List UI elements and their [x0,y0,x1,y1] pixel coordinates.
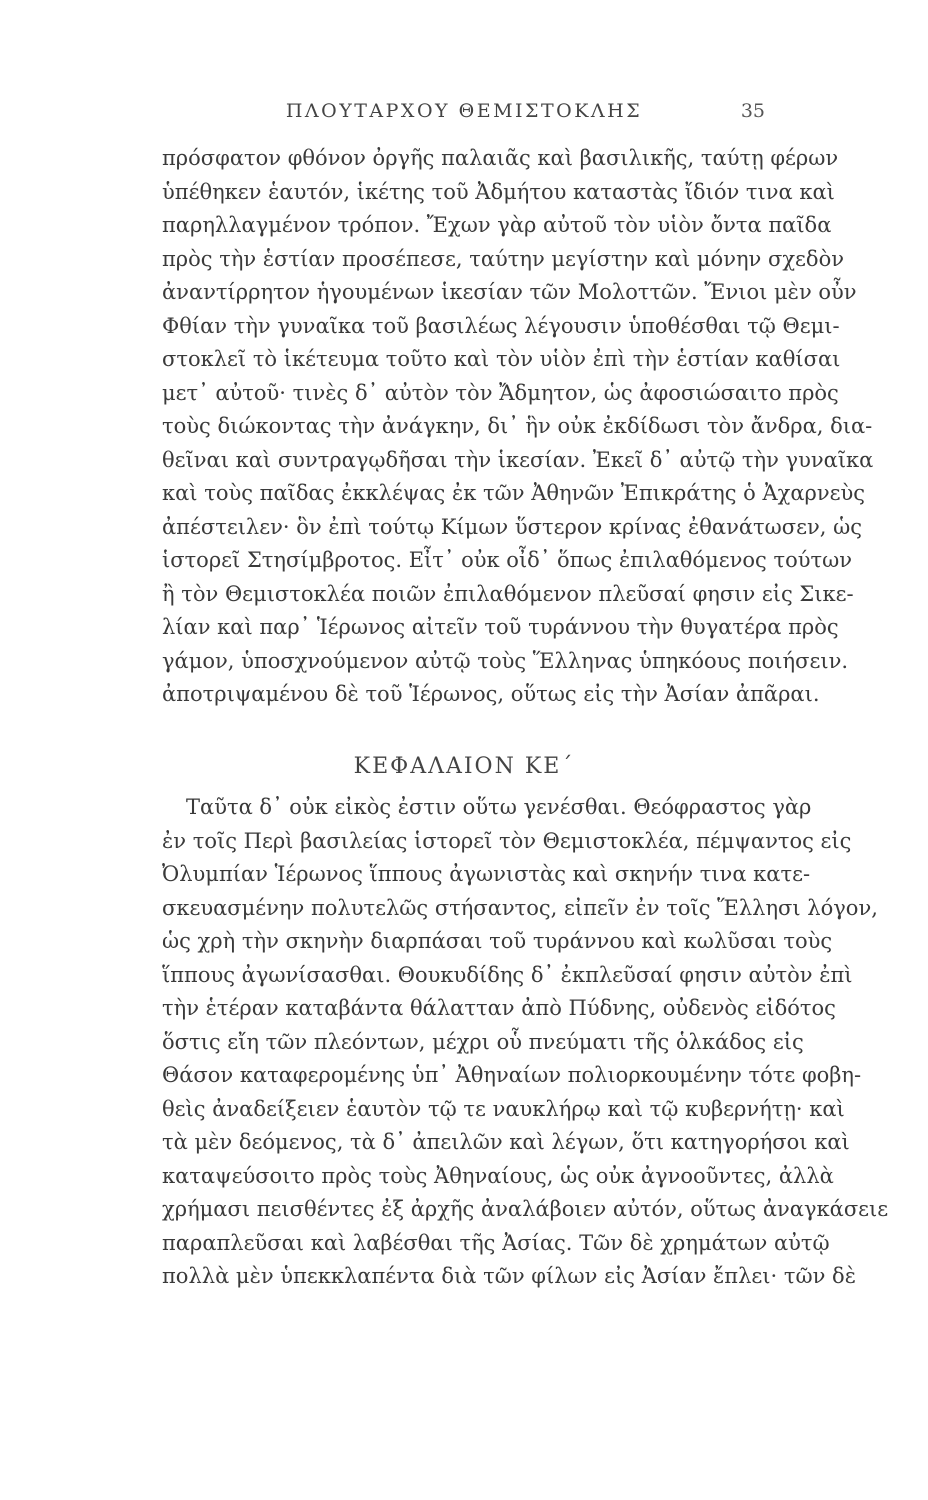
text-line: τὰ μὲν δεόμενος, τὰ δ᾽ ἀπειλῶν καὶ λέγων, ὅτι κατηγορήσοι καὶ [162,1130,850,1154]
text-line: ὡς χρὴ τὴν σκηνὴν διαρπάσαι τοῦ τυράννου καὶ κωλῦσαι τοὺς [162,929,833,953]
text-line: ἢ τὸν Θεμιστοκλέα ποιῶν ἐπιλαθόμενον πλεῦσαί φησιν εἰς Σικε- [162,581,854,606]
running-title: ΠΛΟΥΤΑΡΧΟΥ ΘΕΜΙΣΤΟΚΛΗΣ [285,100,643,122]
chapter-heading: ΚΕΦΑΛΑΙΟΝ ΚΕ΄ [353,754,575,779]
running-head [0,100,928,130]
text-line: Φθίαν τὴν γυναῖκα τοῦ βασιλέως λέγουσιν ὑποθέσθαι τῷ Θεμι- [162,313,840,338]
page-number: 35 [740,100,765,122]
text-line: παραπλεῦσαι καὶ λαβέσθαι τῆς Ἀσίας. Τῶν δὲ χρημάτων αὐτῷ [162,1230,830,1255]
text-line: γάμον, ὑποσχνούμενον αὐτῷ τοὺς Ἕλληνας ὑπηκόους ποιήσειν. [162,648,849,673]
text-line: Θάσον καταφερομένης ὑπ᾽ Ἀθηναίων πολιορκουμένην τότε φοβη- [162,1063,862,1087]
body-text-section-1 [162,142,874,712]
text-line: ἀπέστειλεν· ὃν ἐπὶ τούτῳ Κίμων ὕστερον κρίνας ἐθανάτωσεν, ὡς [162,514,862,539]
text-line: πολλὰ μὲν ὑπεκκλαπέντα διὰ τῶν φίλων εἰς Ἀσίαν ἔπλει· τῶν δὲ [162,1264,856,1288]
text-line: καταψεύσοιτο πρὸς τοὺς Ἀθηναίους, ὡς οὐκ ἀγνοοῦντες, ἀλλὰ [162,1163,834,1188]
text-line: ἵππους ἀγωνίσασθαι. Θουκυδίδης δ᾽ ἐκπλεῦσαί φησιν αὐτὸν ἐπὶ [162,962,853,987]
body-text-section-2 [162,791,889,1294]
text-line: καὶ τοὺς παῖδας ἐκκλέψας ἐκ τῶν Ἀθηνῶν Ἐπικράτης ὁ Ἀχαρνεὺς [162,481,866,505]
text-line: πρόσφατον φθόνον ὀργῆς παλαιᾶς καὶ βασιλικῆς, ταύτῃ φέρων [162,146,839,170]
text-line: πρὸς τὴν ἑστίαν προσέπεσε, ταύτην μεγίστην καὶ μόνην σχεδὸν [162,246,844,271]
text-line: στοκλεῖ τὸ ἱκέτευμα τοῦτο καὶ τὸν υἱὸν ἐπὶ τὴν ἑστίαν καθίσαι [162,347,841,371]
text-line: παρηλλαγμένον τρόπον. Ἔχων γὰρ αὐτοῦ τὸν υἱὸν ὄντα παῖδα [162,213,832,237]
text-line: ἀποτριψαμένου δὲ τοῦ Ἱέρωνος, οὕτως εἰς τὴν Ἀσίαν ἀπᾶραι. [162,682,820,706]
text-line: θεῖναι καὶ συντραγῳδῆσαι τὴν ἱκεσίαν. Ἐκεῖ δ᾽ αὐτῷ τὴν γυναῖκα [162,447,874,472]
text-line: λίαν καὶ παρ᾽ Ἱέρωνος αἰτεῖν τοῦ τυράννου τὴν θυγατέρα πρὸς [162,615,839,639]
text-line: ὑπέθηκεν ἑαυτόν, ἱκέτης τοῦ Ἀδμήτου καταστὰς ἴδιόν τινα καὶ [162,179,835,204]
text-line: τοὺς διώκοντας τὴν ἀνάγκην, δι᾽ ἣν οὐκ ἐκδίδωσι τὸν ἄνδρα, δια- [162,414,873,438]
text-line: ἱστορεῖ Στησίμβροτος. Εἶτ᾽ οὐκ οἶδ᾽ ὅπως ἐπιλαθόμενος τούτων [162,548,852,572]
text-line: σκευασμένην πολυτελῶς στήσαντος, εἰπεῖν ἐν τοῖς Ἕλλησι λόγον, [162,895,878,920]
text-line: χρήμασι πεισθέντες ἐξ ἀρχῆς ἀναλάβοιεν αὐτόν, οὕτως ἀναγκάσειε [162,1197,889,1221]
text-line: ὅστις εἴη τῶν πλεόντων, μέχρι οὗ πνεύματι τῆς ὁλκάδος εἰς [162,1029,804,1054]
text-line: Ταῦτα δ᾽ οὐκ εἰκὸς ἐστιν οὕτω γενέσθαι. Θεόφραστος γὰρ [186,795,812,819]
text-line: τὴν ἑτέραν καταβάντα θάλατταν ἀπὸ Πύδνης, οὐδενὸς εἰδότος [162,996,836,1020]
text-line: θεὶς ἀναδείξειεν ἑαυτὸν τῷ τε ναυκλήρῳ καὶ τῷ κυβερνήτῃ· καὶ [162,1096,845,1121]
text-line: Ὀλυμπίαν Ἱέρωνος ἵππους ἀγωνιστὰς καὶ σκηνήν τινα κατε- [162,862,811,886]
text-line: μετ᾽ αὐτοῦ· τινὲς δ᾽ αὐτὸν τὸν Ἄδμητον, ὡς ἀφοσιώσαιτο πρὸς [162,380,839,405]
text-line: ἀναντίρρητον ἡγουμένων ἱκεσίαν τῶν Μολοττῶν. Ἔνιοι μὲν οὖν [162,280,857,304]
text-line: ἐν τοῖς Περὶ βασιλείας ἱστορεῖ τὸν Θεμιστοκλέα, πέμψαντος εἰς [162,828,852,853]
